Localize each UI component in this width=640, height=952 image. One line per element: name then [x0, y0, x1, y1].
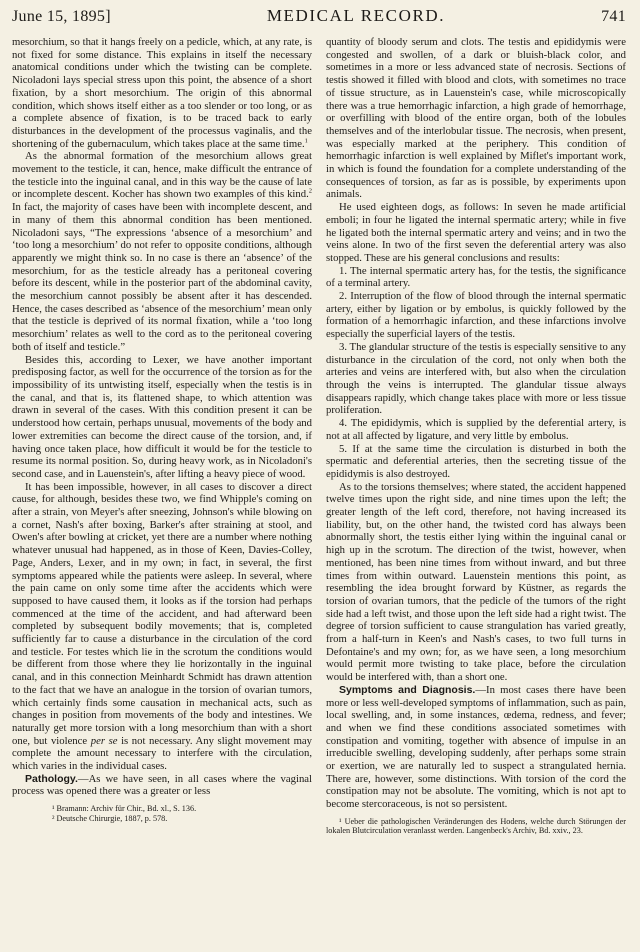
footnote-ref: 2: [308, 187, 312, 195]
paragraph: As the abnormal formation of the mesorchium allows great movement to the testicle, it can, hence, make difficult the entrance of the testicle into the inguinal canal, and in this way be the cause of late or incomplete descent. Kocher has shown two examples of this kind.$^2$ In fact, the majority of cases have been with incomplete descent, and in many of them this abnormal condition has been mentioned. Nicoladoni says, “The expressions ‘absence of a mesorchium’ and ‘too long a mesorchium’ do not refer to opposite conditions, although apparently we might think so. In no case is there an ‘absence’ of the mesorchium, for as the testicle already has a peritoneal covering before its descent, while in the posterior part of the abdominal cavity, the mesorchium cannot possibly be absent after it has descended. Hence, the cases described as ‘absence of the mesorchium’ mean only that the testicle is deprived of its normal fixation, while a ‘too long mesorchium’ relates as well to the cord as to the peritoneal covering both of itself and testicle.”: [12, 150, 312, 353]
page-number: 741: [601, 8, 626, 25]
italic-term: per se: [90, 734, 118, 747]
paragraph: mesorchium, so that it hangs freely on a pedicle, which, at any rate, is not fixed for some distance. This explains in itself the necessary anatomical conditions under which the twisting can be complete. Nicoladoni lays special stress upon this point, the absence of a short fixation, by a short mesorchium. The origin of this abnormal condition, which shows itself either as a too slender or too long, or as a complete absence of fixation, is to be traced back to early disturbances in the development of the processus vaginalis, and the shortening of the gubernaculum, which takes place at the same time.$^1$: [12, 36, 312, 150]
numbered-conclusion: 5. If at the same time the circulation is disturbed in both the spermatic and deferential arteries, then the secreting tissue of the epididymis is also destroyed.: [326, 442, 626, 480]
numbered-conclusion: 2. Interruption of the flow of blood through the internal spermatic artery, either by ligation or by embolus, is quickly followed by the formation of a hemorrhagic infarction, and these infarctions involve especially the superficial layers of the testis.: [326, 290, 626, 341]
footnotes-right: [326, 817, 626, 836]
left-column: [12, 36, 312, 836]
section-heading-pathology: Pathology.: [25, 772, 78, 785]
footnote-rule: [12, 801, 102, 802]
right-column: [326, 36, 626, 836]
running-header: [12, 6, 626, 34]
paragraph: quantity of bloody serum and clots. The testis and epididymis were congested and swollen, of a dark or bluish-black color, and sometimes in a more or less advanced state of necrosis. Sections of testis showed it filled with blood and clots, with sometimes no trace of tissue structure, as in Lauenstein's case, while microscopically there was a true hemorrhagic infarction, a high grade of hemorrhage, or overfilling with blood of the entire organ, both of the lobules themselves and of the interlobular tissue. The necrosis, when present, was especially marked at the periphery. This condition of hemorrhagic infarction is well explained by Miflet's important work, in which is found the foundation for a complete understanding of the consequences of torsion, as far as is possible, by experiments upon animals.: [326, 36, 626, 201]
header-date: June 15, 1895]: [12, 8, 111, 25]
footnote-rule: [326, 814, 416, 815]
paragraph: He used eighteen dogs, as follows: In seven he made artificial emboli; in four he ligated the internal spermatic artery; while in five he ligated both the internal spermatic artery and veins; and in two the veins alone. In two of the first seven the deferential artery was also stopped. These are his general conclusions and results:: [326, 201, 626, 264]
footnotes-left: [12, 804, 312, 823]
two-column-body: [12, 36, 626, 836]
numbered-conclusion: 1. The internal spermatic artery has, for the testis, the significance of a terminal artery.: [326, 264, 626, 290]
numbered-conclusion: 4. The epididymis, which is supplied by the deferential artery, is not at all affected by ligature, and very little by embolus.: [326, 417, 626, 442]
paragraph: Symptoms and Diagnosis.—In most cases there have been more or less well-developed symptoms of inflammation, such as pain, local swelling, and, in some instances, œdema, redness, and fever; and when we find these conditions associated sometimes with constipation and vomiting, together with absence of impulse in an irreducible swelling, developing suddenly, after perhaps some strain or exertion, we are naturally led to suspect a strangulated hernia. There are, however, some distinctions. With torsion of the cord the constipation may not be absolute. The vomiting, which is not apt to become stercoraceous, is not so persistent.: [326, 683, 626, 811]
journal-title: MEDICAL RECORD.: [266, 6, 446, 25]
footnote: ¹ Ueber die pathologischen Veränderungen des Hodens, welche durch Störungen der lokalen Blutcirculation veranlasst werden. Langenbeck's Archiv, Bd. xxiv., 23.: [326, 816, 626, 836]
paragraph: It has been impossible, however, in all cases to discover a direct cause, for although, besides these two, we find Whipple's coming on after a strain, von Meyer's after sneezing, Johnson's while blowing on a cornet, Nash's after boxing, Barker's after straining at stool, and Owen's after bowling at cricket, yet there are a number where nothing whatever unusual had happened, as in those of Keen, Davies-Colley, Page, Anders, Lexer, and in my own; in fact, in several, the first symptoms appeared while the patients were asleep. In several, where the pain came on only some time after the accidents which were supposed to have caused them, it looks as if the torsion had perhaps commenced at the time of the accident, and had afterward been completed by subsequent bodily movements; that is, completed sufficiently far to cause a disturbance in the circulation of the cord and testicle. For testes which lie in the scrotum the conditions would be different from those where they lie horizontally in the inguinal canal, and in this connection Meinhardt Schmidt has drawn attention to the fact that we have an analogue in the torsion of ovarian tumors, which certainly finds some causation in mechanical acts, such as changes in position from movements of the body and intestines. We naturally get more torsion with a long mesorchium than with a short one, but violence per se is not necessary. Any slight movement may complete the amount necessary to interfere with the circulation, which varies in the individual cases.: [12, 480, 313, 773]
paragraph: Pathology.—As we have seen, in all cases where the vaginal process was opened there was a greater or less: [12, 772, 312, 798]
paragraph: Besides this, according to Lexer, we have another important predisposing factor, as well for the occurrence of the torsion as for the impossibility of its untwisting itself, especially when the testis is in the canal, and that is, its flattened shape, to which attention was drawn in several of the cases. With this condition present it can be understood how certain, perhaps unusual, movements of the body and lower extremities can become the direct cause of the torsion, and, if having once taken place, how difficult it would be for the testicle to resume its normal position. So, during heavy work, as in Nicoladoni's second case, and in Lauenstein's, after lifting a heavy piece of wood.: [12, 353, 312, 480]
section-heading-symptoms: Symptoms and Diagnosis.: [339, 683, 476, 696]
footnote-ref: 1: [304, 137, 308, 145]
footnote: ² Deutsche Chirurgie, 1887, p. 578.: [52, 813, 168, 823]
footnote: ¹ Bramann: Archiv für Chir., Bd. xl., S. 136.: [52, 804, 197, 814]
numbered-conclusion: 3. The glandular structure of the testis is especially sensitive to any disturbance in the circulation of the cord, not only when both the arteries and veins are interfered with, but also when the circulation through the veins is interrupted. The glandular tissue always disappears rapidly, which change takes place with more or less tissue proliferation.: [326, 340, 626, 417]
paragraph: As to the torsions themselves; where stated, the accident happened twelve times upon the right side, and nine times upon the left; the greater length of the left cord, therefore, not having increased its liability, but, on the other hand, the twisted cord has always been abnormally short, the testis either lying within the inguinal canal or high up in the scrotum. The direction of the twist, however, when mentioned, has been nine times from without inward, and but three times from within outward. Lauenstein mentions this point, as resembling the idea brought forward by Küstner, as regards the torsion of ovarian tumors, that the pedicle of the tumors of the right side had a left twist, and those upon the left side had a right twist. The degree of torsion sufficient to cause strangulation has varied greatly, from a half-turn in Keen's and Nash's cases, to two full turns in Defontaine's and my own; for, as we have seen, a long mesorchium would permit more twisting to take place, before the circulation would be interfered with, than a short one.: [326, 480, 626, 684]
